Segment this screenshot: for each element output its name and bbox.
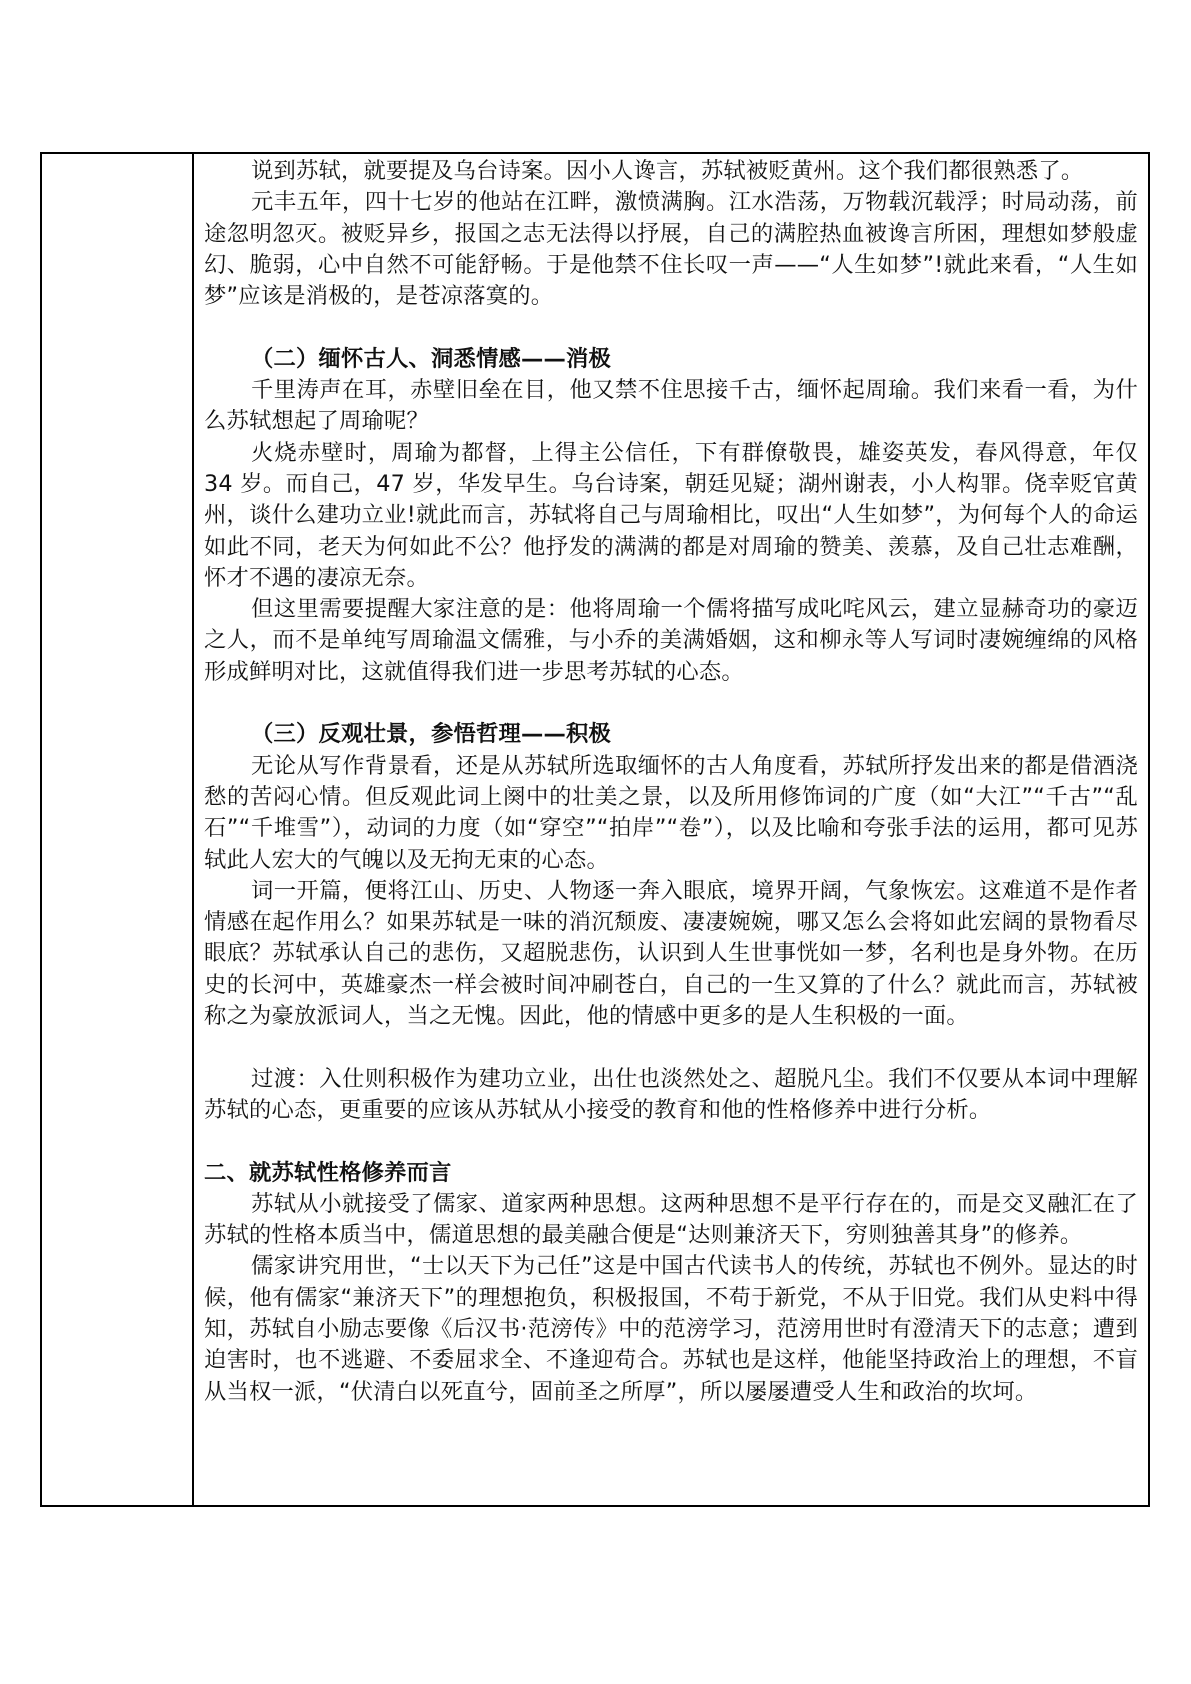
spacer	[204, 1126, 1138, 1157]
paragraph-opening: 词一开篇，便将江山、历史、人物逐一奔入眼底，境界开阔，气象恢宏。这难道不是作者情感在起作用么？如果苏轼是一味的消沉颓废、凄凄婉婉，哪又怎么会将如此宏阔的景物看尽眼底？苏轼承认自己的悲伤，又超脱悲伤，认识到人生世事恍如一梦，名利也是身外物。在历史的长河中，英雄豪杰一样会被时间冲刷苍白，自己的一生又算的了什么？就此而言，苏轼被称之为豪放派词人，当之无愧。因此，他的情感中更多的是人生积极的一面。	[204, 877, 1138, 1030]
paragraph-attention: 但这里需要提醒大家注意的是：他将周瑜一个儒将描写成叱咤风云，建立显赫奇功的豪迈之人，而不是单纯写周瑜温文儒雅，与小乔的美满婚姻，这和柳永等人写词时凄婉缠绵的风格形成鲜明对比，这就值得我们进一步思考苏轼的心态。	[204, 596, 1138, 685]
spacer	[204, 312, 1138, 343]
table-content-cell	[194, 154, 1148, 1505]
paragraph-transition: 过渡：入仕则积极作为建功立业，出仕也淡然处之、超脱凡尘。我们不仅要从本词中理解苏轼的心态，更重要的应该从苏轼从小接受的教育和他的性格修养中进行分析。	[204, 1065, 1138, 1123]
section-heading-2: （二）缅怀古人、洞悉情感——消极	[251, 345, 611, 372]
paragraph-zhouyu-question: 千里涛声在耳，赤壁旧垒在目，他又禁不住思接千古，缅怀起周瑜。我们来看一看，为什么苏轼想起了周瑜呢？	[204, 377, 1138, 435]
document-table	[40, 152, 1150, 1507]
section-heading-3: （三）反观壮景，参悟哲理——积极	[251, 721, 611, 748]
spacer	[204, 1032, 1138, 1063]
paragraph-confucian-taoist: 苏轼从小就接受了儒家、道家两种思想。这两种思想不是平行存在的，而是交叉融汇在了苏轼的性格本质当中，儒道思想的最美融合便是“达则兼济天下，穷则独善其身”的修养。	[204, 1190, 1138, 1249]
section-heading-two: 二、就苏轼性格修养而言	[204, 1159, 452, 1186]
spacer	[204, 688, 1138, 719]
table-left-column	[42, 154, 194, 1505]
paragraph-yuanfeng: 元丰五年，四十七岁的他站在江畔，激愤满胸。江水浩荡，万物载沉载浮；时局动荡，前途忽明忽灭。被贬异乡，报国之志无法得以抒展，自己的满腔热血被谗言所困，理想如梦般虚幻、脆弱，心中自然不可能舒畅。于是他禁不住长叹一声——“人生如梦”!就此来看，“人生如梦”应该是消极的，是苍凉落寞的。	[204, 189, 1138, 310]
paragraph-intro: 说到苏轼，就要提及乌台诗案。因小人谗言，苏轼被贬黄州。这个我们都很熟悉了。	[251, 158, 1084, 184]
paragraph-background: 无论从写作背景看，还是从苏轼所选取缅怀的古人角度看，苏轼所抒发出来的都是借酒浇愁的苦闷心情。但反观此词上阕中的壮美之景，以及所用修饰词的广度（如“大江”“千古”“乱石”“千堆雪”），动词的力度（如“穿空”“拍岸”“卷”），以及比喻和夸张手法的运用，都可见苏轼此人宏大的气魄以及无拘无束的心态。	[204, 752, 1138, 873]
paragraph-confucian-duty: 儒家讲究用世，“士以天下为己任”这是中国古代读书人的传统，苏轼也不例外。显达的时候，他有儒家“兼济天下”的理想抱负，积极报国，不苟于新党，不从于旧党。我们从史料中得知，苏轼自小励志要像《后汉书·范滂传》中的范滂学习，范滂用世时有澄清天下的志意；遭到迫害时，也不逃避、不委屈求全、不逢迎苟合。苏轼也是这样，他能坚持政治上的理想，不盲从当权一派，“伏清白以死直兮，固前圣之所厚”，所以屡屡遭受人生和政治的坎坷。	[204, 1253, 1138, 1405]
paragraph-chibi: 火烧赤壁时，周瑜为都督，上得主公信任，下有群僚敬畏，雄姿英发，春风得意，年仅 34 岁。而自己，47 岁，华发早生。乌台诗案，朝廷见疑；湖州谢表，小人构罪。侥幸贬官黄州，谈什么建功立业!就此而言，苏轼将自己与周瑜相比，叹出“人生如梦”，为何每个人的命运如此不同，老天为何如此不公？他抒发的满满的都是对周瑜的赞美、羡慕，及自己壮志难酬，怀才不遇的凄凉无奈。	[204, 439, 1138, 591]
